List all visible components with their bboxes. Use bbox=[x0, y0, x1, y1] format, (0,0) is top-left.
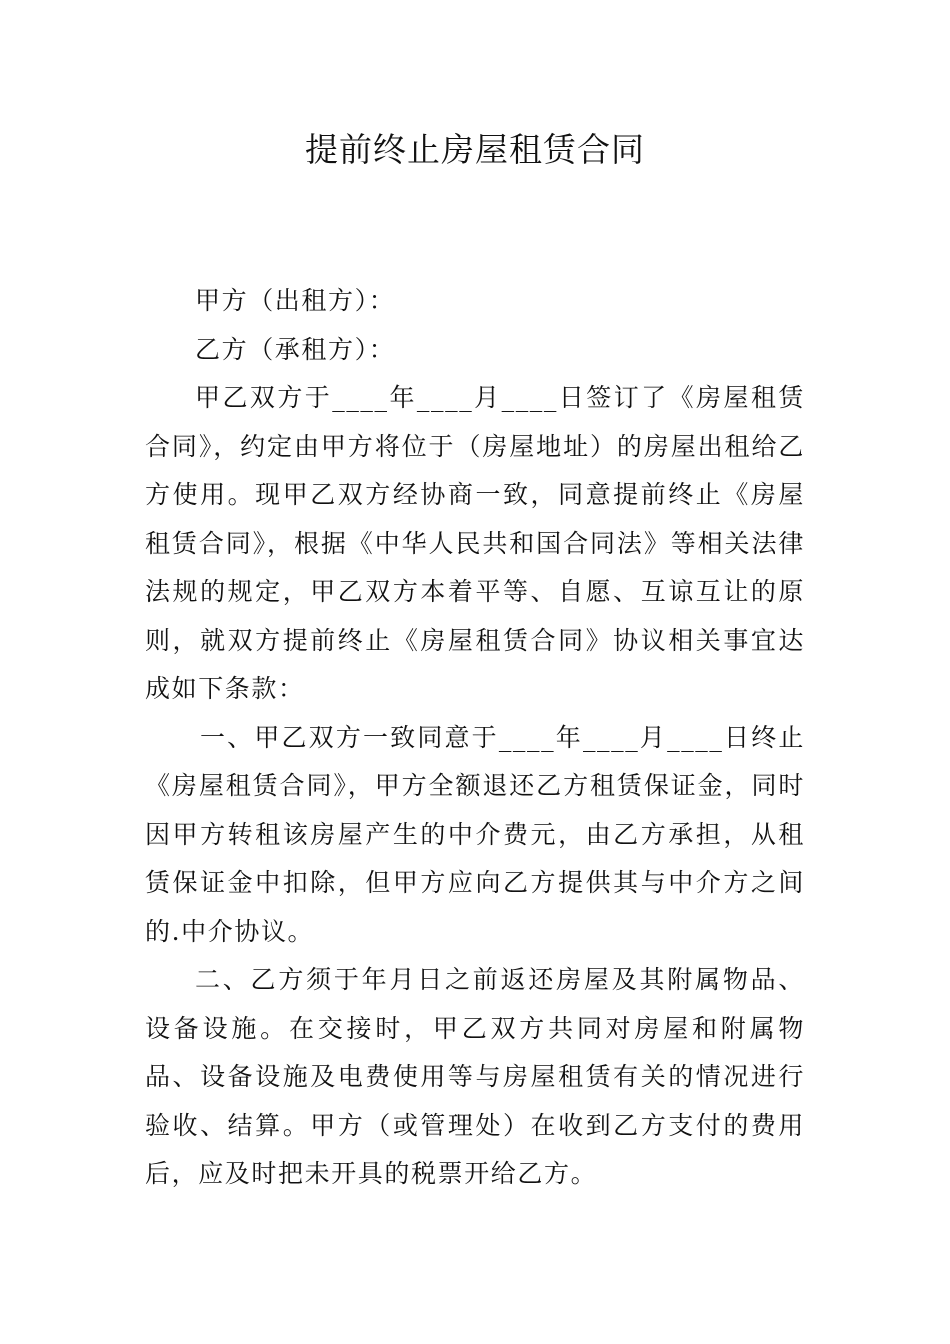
document-title: 提前终止房屋租赁合同 bbox=[305, 130, 645, 169]
document-body bbox=[145, 277, 805, 1199]
preamble-paragraph: 甲乙双方于____年____月____日签订了《房屋租赁合同》，约定由甲方将位于（房屋地址）的房屋出租给乙方使用。现甲乙双方经协商一致，同意提前终止《房屋租赁合同》，根据《中华人民共和国合同法》等相关法律法规的规定，甲乙双方本着平等、自愿、互谅互让的原则，就双方提前终止《房屋租赁合同》协议相关事宜达成如下条款： bbox=[145, 383, 805, 703]
party-a-line: 甲方（出租方）： bbox=[195, 286, 396, 315]
clause-1-paragraph: 一、甲乙双方一致同意于____年____月____日终止《房屋租赁合同》，甲方全额退还乙方租赁保证金，同时因甲方转租该房屋产生的中介费元，由乙方承担，从租赁保证金中扣除，但甲方应向乙方提供其与中介方之间的.中介协议。 bbox=[145, 722, 805, 946]
clause-2-paragraph: 二、乙方须于年月日之前返还房屋及其附属物品、设备设施。在交接时，甲乙双方共同对房屋和附属物品、设备设施及电费使用等与房屋租赁有关的情况进行验收、结算。甲方（或管理处）在收到乙方支付的费用后，应及时把未开具的税票开给乙方。 bbox=[145, 965, 805, 1188]
party-b-line: 乙方（承租方）： bbox=[195, 334, 396, 364]
